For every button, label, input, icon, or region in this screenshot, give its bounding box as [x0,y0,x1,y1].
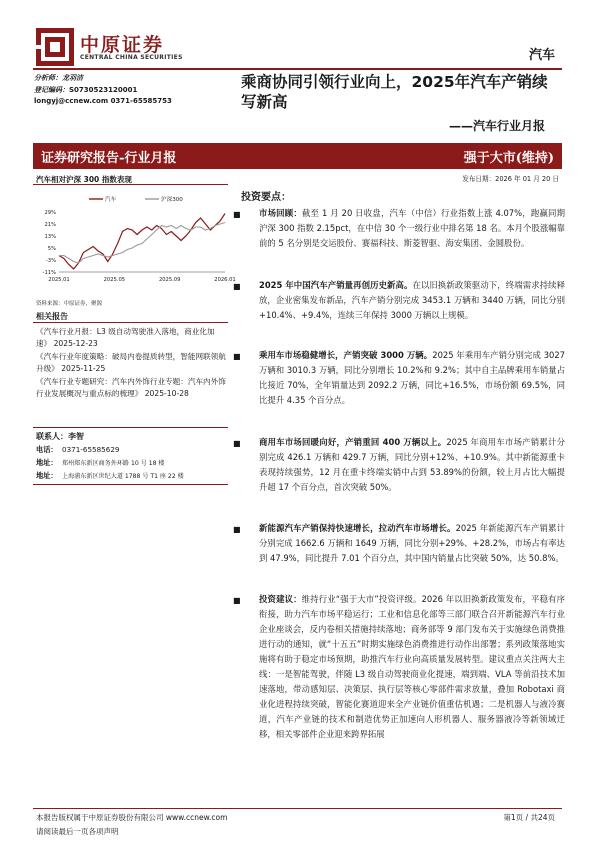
report-subtitle: ——汽车行业月报 [448,119,545,133]
analyst-contact: longyj@ccnew.com 0371-65585753 [34,97,172,105]
copyright-notice: 本报告版权属于中原证券股份有限公司 www.ccnew.com [36,813,228,822]
key-point [233,348,565,408]
phone-label: 电话： [36,445,58,454]
industry-label: 汽车 [528,48,555,63]
key-point-text: 维持行业“强于大市”投资评级。2026 年以旧换新政策发布，平稳有序衔接，助力汽车市场平稳运行；工业和信息化部等三部门联合召开新能源汽车行业企业座谈会，反内卷相关措施持续落地；商务部等 9 部门发布关于实施绿色消费推进行动的通知，就“十五五”时期实施绿色消费推进行动作出部署；系列政策落地实施将有助于稳定市场预期，助推汽车行业向高质量发展转型。建议重点关注两大主线：一是智能驾驶，伴随 L3 级自动驾驶商业化提速，端到端、VLA 等前沿技术加速落地，带动感知层、决策层、执行层等核心零部件需求放量，叠加 Robotaxi 商业化进程持续突破，智能化赛道迎来全产业链价值重估机遇；二是机器人与液冷赛道，汽车产业链的技术和制造优势正加速向人形机器人、服务器液冷等新领域迁移，相关零部件企业迎来跨界拓展 [259,594,566,739]
key-point [233,592,565,742]
y-tick-label: 13% [44,234,56,240]
analyst-info [34,73,172,108]
key-point-lead: 投资建议： [259,594,302,604]
analyst-name: 龙羽洁 [62,74,83,82]
related-report-item[interactable]: 《汽车行业月报：L3 级自动驾驶准入落地，商业化加速》 2025-12-23 [36,327,215,349]
bullet-icon: ■ [233,352,241,361]
key-point-text: 2025 年乘用车产销分别完成 3027 万辆和 3010.3 万辆，同比分别增长 10.2%和 9.2%；其中自主品牌乘用车销量占比接近 70%，全年销量达到 2092.2 万辆，同比+16.5%，市场份额 69.5%，同比提升 4.35 个百分点。 [259,350,566,405]
related-reports-list [36,326,228,400]
key-point-text: 在以旧换新政策驱动下，终端需求持续释放，企业密集发布新品，汽车产销分别完成 3453.1 万辆和 3440 万辆，同比分别+10.4%、+9.4%，连续三年保持 3000 万辆以上规模。 [259,280,565,320]
rating: 强于大市(维持) [463,151,554,166]
key-point-lead: 新能源汽车产销保持快速增长，拉动汽车市场增长。 [259,523,456,533]
chart-title: 汽车相对沪深 300 指数表现 [36,175,132,184]
key-point-lead: 商用车市场回暖向好，产销重回 400 万辆以上。 [259,437,447,447]
key-point [233,521,565,566]
y-tick-label: -11% [42,270,56,276]
x-tick-label: 2026.01 [214,277,236,283]
contact-info [36,444,230,484]
key-point [233,435,565,495]
contact-divider-bottom [33,484,228,485]
logo-english-text: CENTRAL CHINA SECURITIES [80,54,183,61]
analyst-name-label: 分析师： [34,74,62,82]
series-line [59,223,225,264]
contact-divider-top [33,427,228,428]
logo-text: 中原证券 [80,34,165,56]
logo-mark-icon [36,28,74,66]
y-tick-label: 21% [44,222,56,228]
relative-performance-chart [33,190,236,294]
legend-label: 汽车 [105,197,117,203]
legend-label: 沪深300 [161,197,183,203]
x-tick-label: 2025.01 [48,277,70,283]
header-divider [33,68,562,70]
key-point [233,206,565,251]
footer-divider [33,808,562,809]
x-tick-label: 2025.09 [158,277,181,283]
key-point [233,278,565,323]
analyst-reg: S0730523120001 [69,85,138,94]
phone-value: 0371-65585629 [62,445,120,454]
bullet-icon: ■ [233,596,241,605]
address-value: 郑州郑东新区商务外环路 10 号 18 楼 [62,459,165,467]
related-reports-heading: 相关报告 [36,312,68,321]
report-title: 乘商协同引领行业向上，2025年汽车产销续写新高 [241,73,548,111]
report-type: 证券研究报告-行业月报 [41,151,177,166]
chart-divider [33,184,228,185]
address2-label: 地址： [36,471,58,481]
related-report-item[interactable]: 《汽车行业专题研究：汽车内外饰行业专题：汽车内外饰行业发展概况与重点标的梳理》 2025-10-28 [36,376,226,399]
key-point-lead: 市场回顾： [259,208,302,218]
contact-heading: 联系人：李智 [36,432,84,441]
key-point-lead: 乘用车市场稳健增长，产销突破 3000 万辆。 [259,350,433,360]
key-point-lead: 2025 年中国汽车产销量再创历史新高。 [259,280,413,290]
x-tick-label: 2025.05 [103,277,126,283]
analyst-reg-label: 登记编码： [34,85,69,94]
address2-value: 上海浦东新区世纪大道 1788 号 T1 座 22 楼 [62,473,184,481]
bullet-icon: ■ [233,282,241,291]
page-number: 第1页 / 共24页 [503,813,555,822]
series-line [59,214,225,270]
publish-date: 发布日期：2026 年 01 月 20 日 [462,175,559,183]
y-tick-label: 29% [44,210,56,216]
disclaimer-notice: 请阅读最后一页各项声明 [36,827,119,836]
related-divider [33,322,228,323]
key-point-text: 2025 年新能源汽车产销累计分别完成 1662.6 万辆和 1649 万辆，同比分别+29%、+28.2%，市场占有率达到 47.9%，同比提升 7.01 个百分点，其中国内销量占比突破 50%，达 50.8%。 [259,523,565,563]
report-type-band [33,143,562,169]
key-point-text: 2025 年商用车市场产销累计分别完成 426.1 万辆和 429.7 万辆，同比分别+12%、+10.9%。其中新能源重卡表现持续强势，12 月在重卡终端实销中占到 53.89%的份额，较上月占比大幅提升超 17 个百分点，首次突破 50%。 [259,437,565,492]
key-point-text: 截至 1 月 20 日收盘，汽车（中信）行业指数上涨 4.07%，跑赢同期沪深 300 指数 2.15pct，在中信 30 个一级行业中排名第 18 名。本月个股涨幅靠前的 5 名分别是交运股份、赛福科技、斯菱智驱、海安集团、金圆股份。 [259,208,565,248]
bullet-icon: ■ [233,439,241,448]
address-label: 地址： [36,457,58,467]
bullet-icon: ■ [233,525,241,534]
key-points-heading: 投资要点： [241,192,291,203]
y-tick-label: -3% [45,258,56,264]
bullet-icon: ■ [233,210,241,219]
y-tick-label: 5% [47,246,56,252]
chart-source: 资料来源：中原证券，聚源 [36,301,103,307]
related-report-item[interactable]: 《汽车行业年度策略：破局内卷提质转型，智能网联领航升级》 2025-11-25 [36,351,226,374]
